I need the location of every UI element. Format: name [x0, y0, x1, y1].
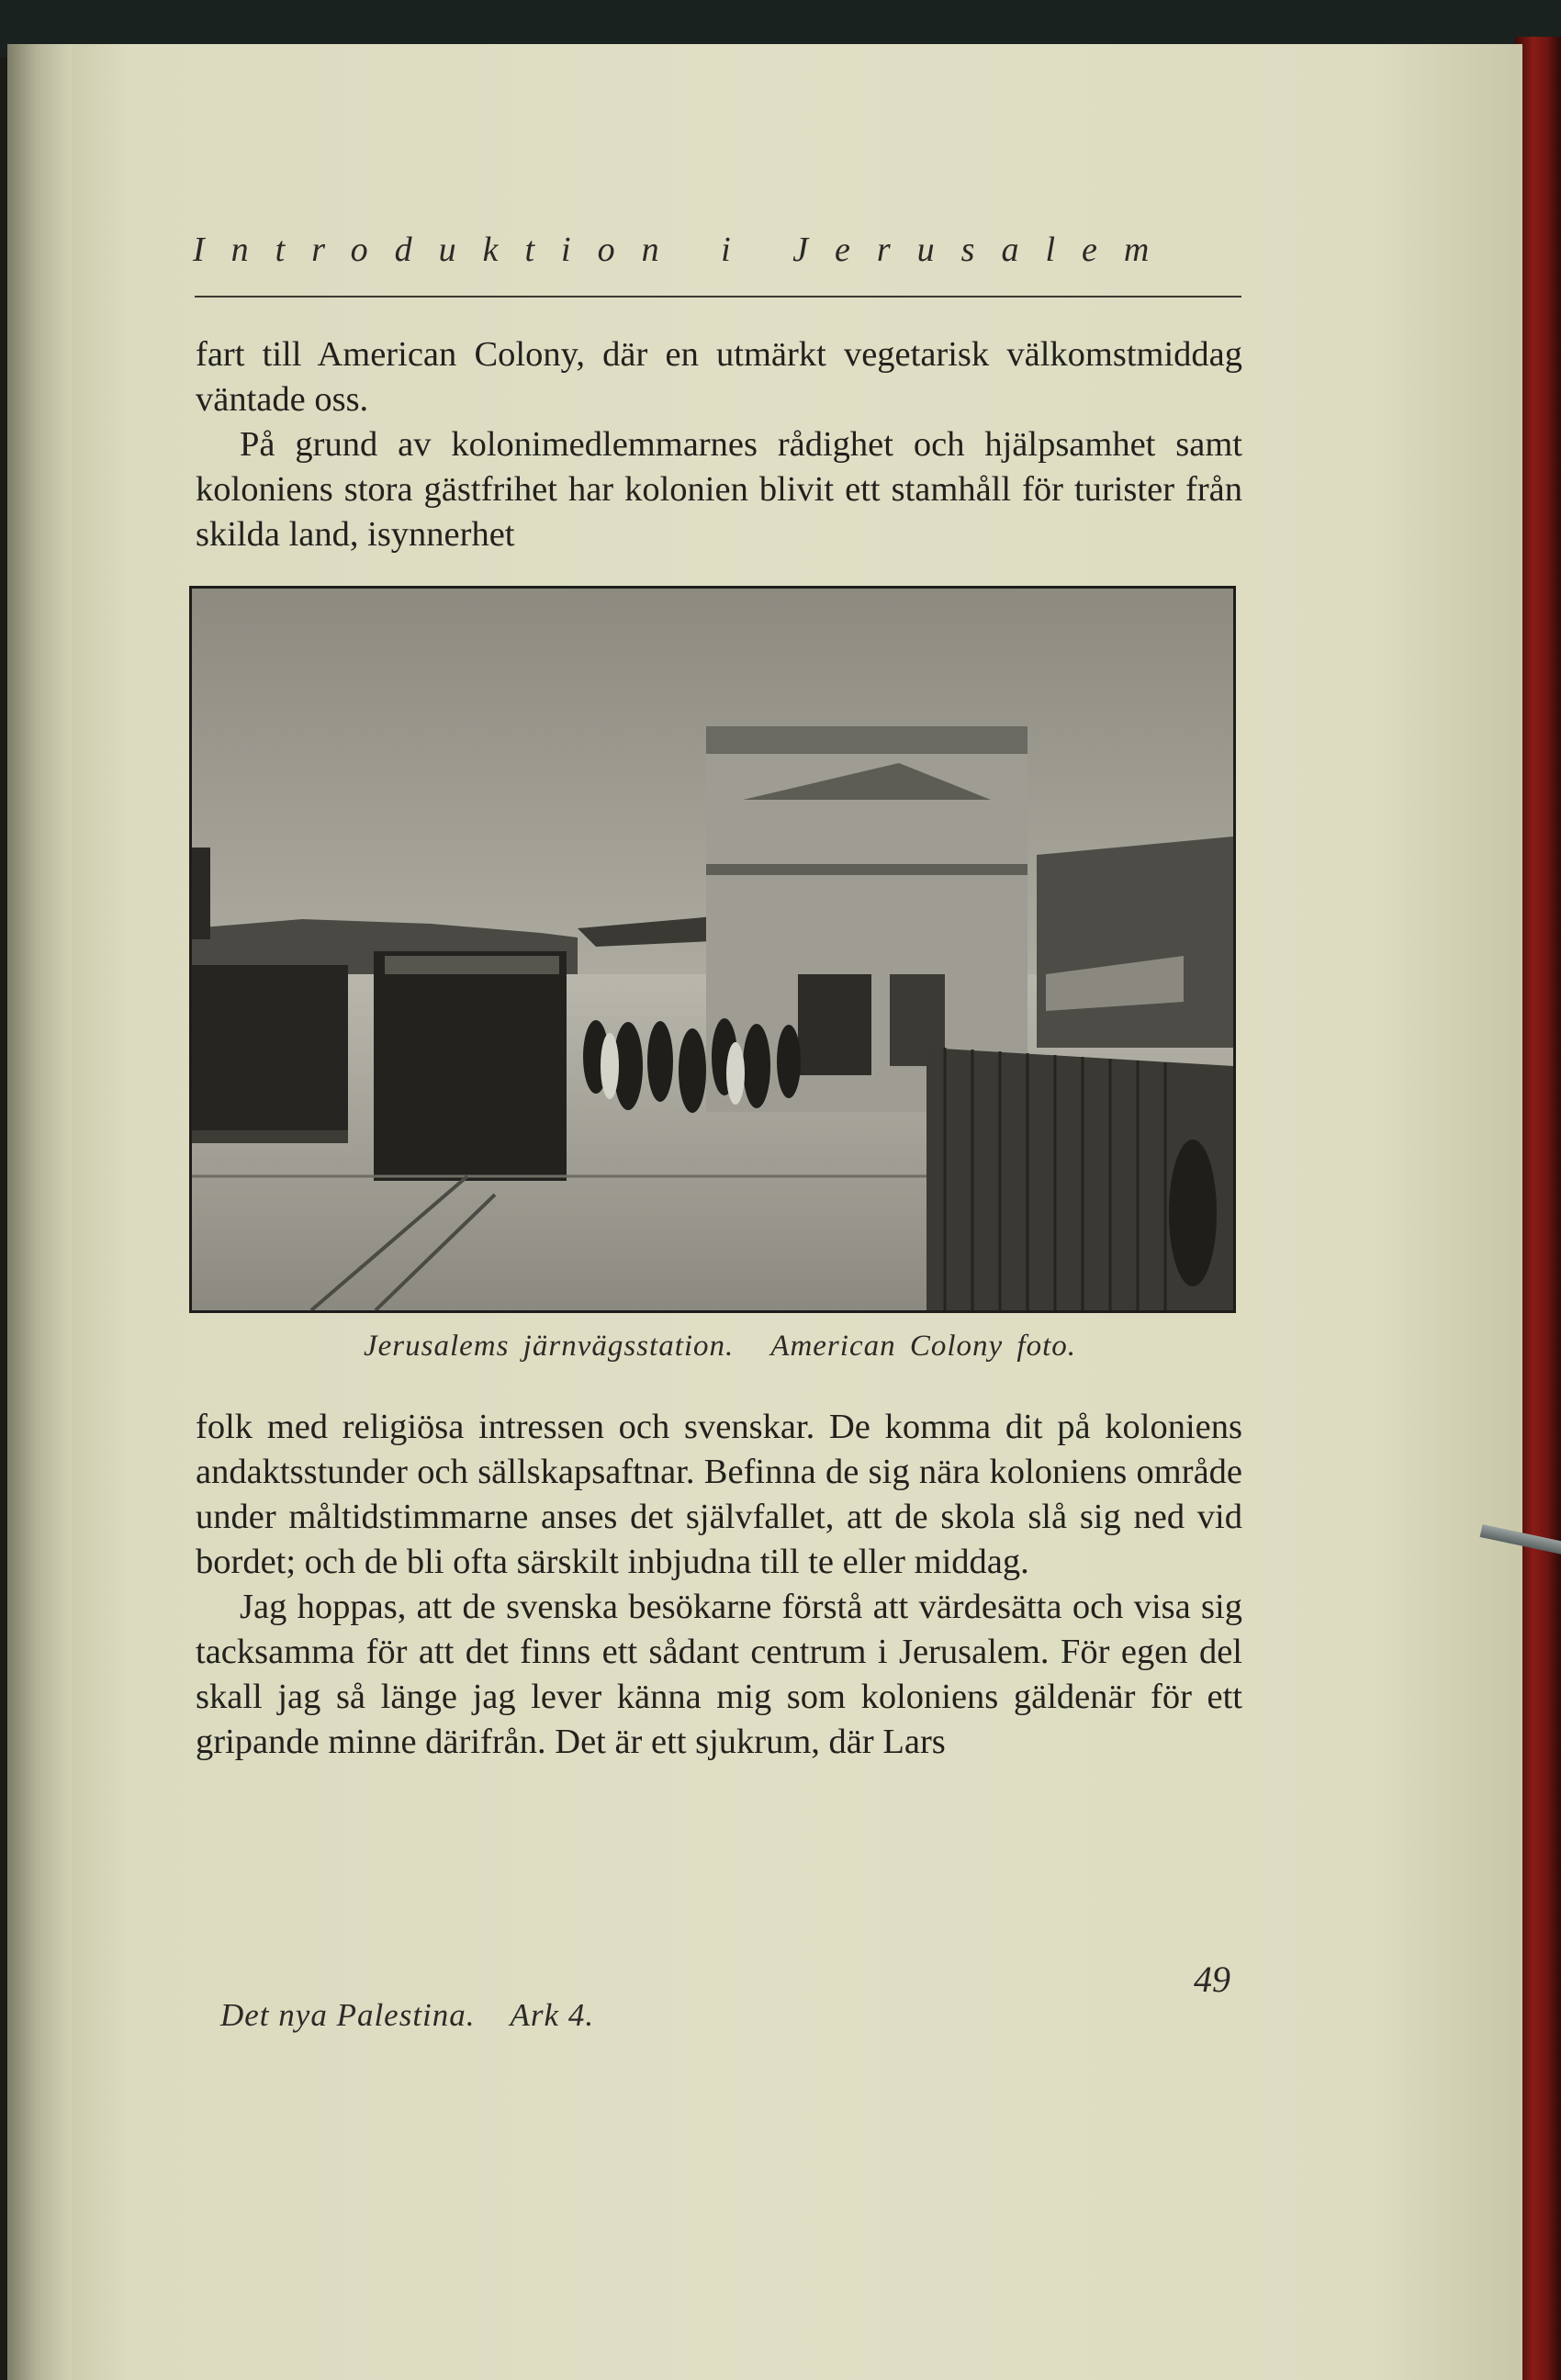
paragraph: På grund av kolonimedlemmarnes rådighet och hjälpsamhet samt koloniens stora gästfrihet har kolonien blivit ett stamhåll för turister från skilda land, isynnerhet	[196, 425, 1242, 554]
page-number: 49	[1194, 1959, 1230, 2000]
signature-sheet: Ark 4.	[510, 1997, 595, 2033]
paragraph: fart till American Colony, där en utmärkt vegetarisk välkomstmiddag väntade oss.	[196, 335, 1242, 419]
header-rule	[195, 296, 1241, 298]
page-gutter	[7, 44, 72, 2380]
running-header: Introduktion i Jerusalem	[193, 230, 1176, 269]
station-photograph	[189, 586, 1236, 1313]
text-after-photo	[196, 1405, 1242, 1765]
caption-title: Jerusalems järnvägsstation.	[363, 1330, 735, 1363]
text-before-photo	[196, 332, 1242, 557]
station-photo-image	[192, 589, 1233, 1310]
paragraph: folk med religiösa intressen och svenskar. De komma dit på koloniens andaktsstunder och sällskapsaftnar. Befinna de sig nära koloniens område under måltidstimmarne anses det självfallet, att de skola slå sig ned vid bordet; och de bli ofta särskilt inbjudna till te eller middag.	[196, 1408, 1242, 1581]
signature-title: Det nya Palestina.	[220, 1997, 476, 2033]
caption-credit: American Colony foto.	[770, 1330, 1077, 1363]
sheet-signature	[220, 1997, 594, 2034]
photo-caption	[197, 1330, 1243, 1364]
paragraph: Jag hoppas, att de svenska besökarne förstå att värdesätta och visa sig tacksamma för att det finns ett sådant centrum i Jerusalem. För egen del skall jag så länge jag lever känna mig som koloniens gäldenär för ett gripande minne därifrån. Det är ett sjukrum, där Lars	[196, 1588, 1242, 1761]
